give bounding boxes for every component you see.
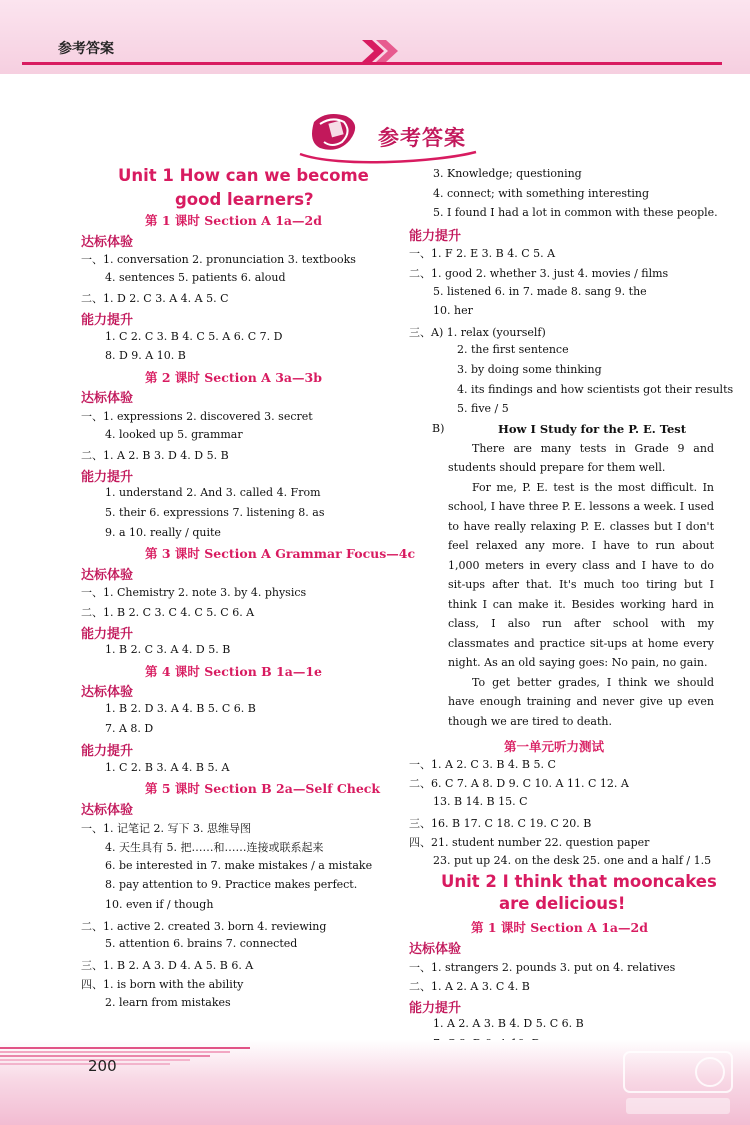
answer-line: 4. sentences 5. patients 6. aloud: [105, 270, 286, 284]
answer-line: 4. looked up 5. grammar: [105, 427, 243, 441]
section-heading: 达标体验: [81, 391, 134, 407]
section-heading: 能力提升: [409, 1000, 462, 1016]
answer-line: 一、1. Chemistry 2. note 3. by 4. physics: [81, 586, 307, 600]
answer-line: 1. B 2. C 3. A 4. D 5. B: [105, 643, 231, 657]
answer-line: 一、1. conversation 2. pronunciation 3. textbooks: [81, 253, 356, 267]
answer-line: 6. be interested in 7. make mistakes / a mistake: [105, 858, 373, 872]
section-heading: 达标体验: [81, 234, 134, 250]
banner-title: 参考答案: [378, 126, 466, 150]
answer-line: 9. a 10. really / quite: [105, 525, 221, 539]
section-heading: 能力提升: [81, 469, 134, 485]
answer-line: 8. pay attention to 9. Practice makes perfect.: [105, 878, 358, 892]
lesson-heading: 第 5 课时 Section B 2a—Self Check: [145, 781, 381, 797]
answer-line: 4. 天生具有 5. 把……和……连接或联系起来: [105, 841, 324, 855]
unit-title: Unit 2 I think that mooncakes: [441, 872, 717, 892]
answer-line: 10. her: [433, 304, 473, 318]
chevron-decoration-icon: [362, 40, 406, 62]
essay-paragraph: To get better grades, I think we should have enough training and never give up even though we are tired to death.: [448, 675, 714, 728]
answer-line: 1. C 2. B 3. A 4. B 5. A: [105, 760, 230, 774]
section-heading: 能力提升: [81, 313, 134, 328]
answer-line: 5. attention 6. brains 7. connected: [105, 937, 298, 951]
answer-line: 二、1. good 2. whether 3. just 4. movies / films: [409, 267, 669, 280]
unit-title: Unit 1 How can we become: [118, 166, 369, 185]
answer-line: 一、1. strangers 2. pounds 3. put on 4. relatives: [409, 960, 676, 974]
answer-line: 4. its findings and how scientists got their results: [457, 382, 734, 396]
answer-line: 5. I found I had a lot in common with these people.: [433, 206, 718, 220]
answer-line: 2. learn from mistakes: [105, 996, 231, 1009]
answer-line: 8. D 9. A 10. B: [105, 349, 186, 363]
section-heading: 能力提升: [81, 744, 134, 760]
answer-line: 13. B 14. B 15. C: [433, 795, 528, 808]
test-heading: 第一单元听力测试: [504, 738, 605, 754]
answer-line: 5. five / 5: [457, 402, 509, 416]
section-heading: 达标体验: [409, 942, 462, 957]
answer-line: 4. connect; with something interesting: [433, 186, 650, 200]
lesson-heading: 第 1 课时 Section A 1a—2d: [471, 920, 648, 936]
section-heading: 达标体验: [81, 685, 134, 701]
section-heading: 达标体验: [81, 567, 134, 583]
answer-line: 二、1. active 2. created 3. born 4. reviewing: [81, 919, 327, 933]
answer-line: 2. the first sentence: [457, 343, 569, 357]
answer-line: 二、1. A 2. B 3. D 4. D 5. B: [81, 449, 229, 463]
answer-line: 3. by doing some thinking: [457, 363, 602, 376]
answer-line: 二、1. B 2. C 3. C 4. C 5. C 6. A: [81, 606, 255, 619]
essay-paragraph: There are many tests in Grade 9 and students should prepare for them well.: [448, 441, 714, 475]
answer-line: 1. A 2. A 3. B 4. D 5. C 6. B: [433, 1017, 584, 1031]
footer-stripes: [0, 1042, 260, 1070]
answer-line: 1. understand 2. And 3. called 4. From: [105, 486, 321, 500]
watermark-logo: [618, 1046, 738, 1120]
answer-line: 一、1. A 2. C 3. B 4. B 5. C: [409, 757, 556, 771]
lesson-heading: 第 1 课时 Section A 1a—2d: [145, 213, 322, 228]
answer-line: 二、6. C 7. A 8. D 9. C 10. A 11. C 12. A: [409, 777, 629, 791]
answer-line: 二、1. D 2. C 3. A 4. A 5. C: [81, 292, 229, 306]
answer-line: 5. their 6. expressions 7. listening 8. as: [105, 506, 325, 519]
unit-title: are delicious!: [499, 894, 626, 914]
answer-line: 7. A 8. D: [105, 721, 154, 735]
lesson-heading: 第 4 课时 Section B 1a—1e: [145, 663, 323, 679]
lesson-heading: 第 2 课时 Section A 3a—3b: [145, 369, 322, 385]
answer-line: 23. put up 24. on the desk 25. one and a half / 1.5: [433, 853, 712, 867]
answer-line: 1. B 2. D 3. A 4. B 5. C 6. B: [105, 702, 256, 715]
essay-label: B): [432, 421, 445, 435]
essay-title: How I Study for the P. E. Test: [498, 421, 687, 436]
section-heading: 达标体验: [81, 803, 134, 818]
answer-line: 四、21. student number 22. question paper: [409, 836, 650, 850]
header-rule: [22, 62, 722, 65]
answer-line: 一、1. F 2. E 3. B 4. C 5. A: [409, 247, 556, 261]
essay-paragraph: For me, P. E. test is the most difficult. In school, I have three P. E. lessons a week. I used to have really relaxing P. E. classes but I don't feel relaxed any more. I have to run about 1,000 meters in every class and I have to do sit-ups after that. It's much too tiring but I think I can make it. Besides working hard in class, I also run after school with my classmates and practice sit-ups at home every night. As an old saying goes: No pain, no gain.: [448, 480, 714, 670]
answer-line: 1. C 2. C 3. B 4. C 5. A 6. C 7. D: [105, 329, 283, 343]
answer-line: 二、1. A 2. A 3. C 4. B: [409, 980, 530, 994]
answer-line: 三、A) 1. relax (yourself): [409, 325, 546, 339]
page-number: 200: [88, 1057, 117, 1075]
answer-line: 一、1. expressions 2. discovered 3. secret: [81, 410, 313, 423]
answer-line: 3. Knowledge; questioning: [433, 167, 582, 180]
section-heading: 能力提升: [409, 228, 462, 244]
section-heading: 能力提升: [81, 626, 134, 642]
answer-line: 三、1. B 2. A 3. D 4. A 5. B 6. A: [81, 958, 254, 972]
answer-line: 三、16. B 17. C 18. C 19. C 20. B: [409, 816, 592, 830]
answer-line: 一、1. 记笔记 2. 写下 3. 思维导图: [81, 821, 251, 835]
unit-title: good learners?: [175, 190, 314, 209]
answer-line: 10. even if / though: [105, 898, 214, 911]
header-title: 参考答案: [58, 41, 114, 57]
lesson-heading: 第 3 课时 Section A Grammar Focus—4c: [145, 546, 416, 562]
answer-line: 四、1. is born with the ability: [81, 978, 244, 992]
answer-line: 5. listened 6. in 7. made 8. sang 9. the: [433, 284, 647, 298]
